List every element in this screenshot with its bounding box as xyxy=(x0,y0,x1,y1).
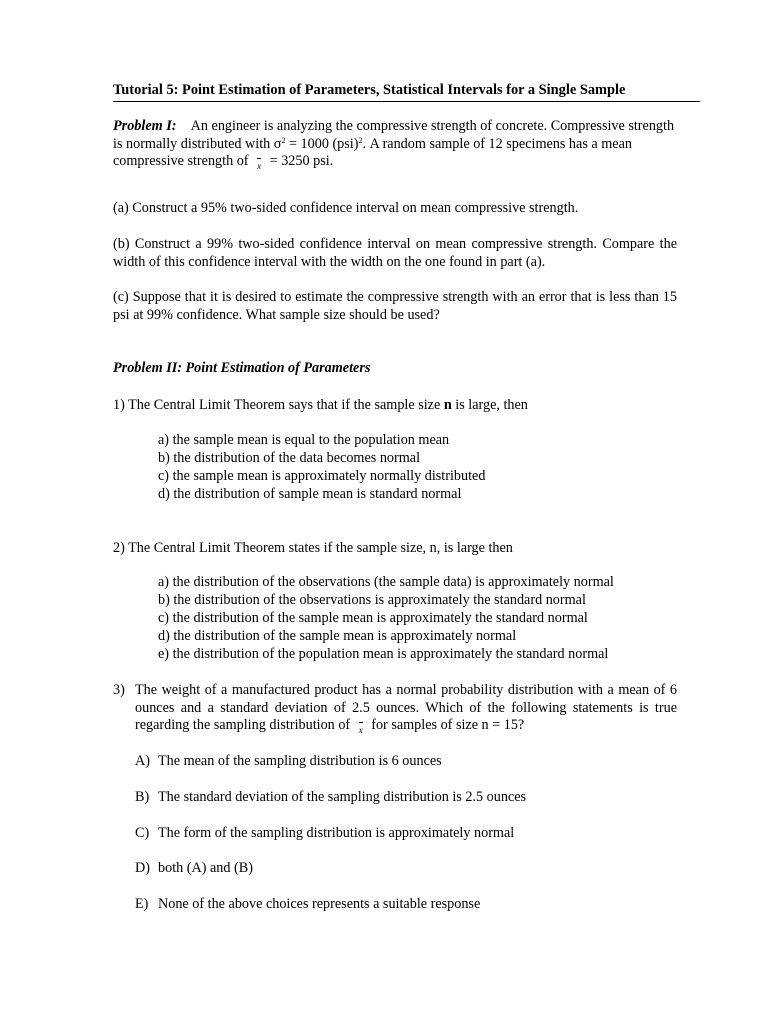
q1-stem-bold-n: n xyxy=(443,397,452,413)
q3-option-b xyxy=(135,789,526,807)
q1-option-d: d) the distribution of sample mean is standard normal xyxy=(158,486,462,502)
problem1-intro-text-d: = 3250 psi. xyxy=(266,153,334,170)
q3-number: 3) xyxy=(113,682,125,698)
q3-option-c-label: C) xyxy=(135,825,150,841)
problem1-intro-text-a: An engineer is analyzing the compressive strength of concrete. Compressive strength is normally distributed with σ xyxy=(113,118,675,152)
q3-stem-text-a: The weight of a manufactured product has a normal probability distribution with a mean of 6 ounces and a standard deviation of 2.5 ounces. Which of the following statements is true regarding the sampling distribution of xyxy=(135,682,677,734)
q3-option-a-text: The mean of the sampling distribution is 6 ounces xyxy=(158,753,442,769)
q3-option-e xyxy=(135,896,480,914)
problem1-part-b: (b) Construct a 99% two-sided confidence interval on mean compressive strength. Compare the width of this confidence interval with the width on the one found in part (a). xyxy=(113,236,677,270)
q3-option-b-label: B) xyxy=(135,789,150,805)
problem2-heading: Problem II: Point Estimation of Parameters xyxy=(113,360,371,376)
q2-option-e: e) the distribution of the population mean is approximately the standard normal xyxy=(158,646,609,662)
problem1-intro xyxy=(113,118,677,171)
q3-stem xyxy=(113,682,677,735)
problem1-intro-text-c: . A random sample of 12 specimens has a mean compressive strength of xyxy=(113,135,632,170)
psi-exponent: 2 xyxy=(358,135,363,145)
q1-stem-text-a: 1) The Central Limit Theorem says that if the sample size xyxy=(113,397,444,413)
q3-option-e-label: E) xyxy=(135,896,149,912)
q2-option-a: a) the distribution of the observations (the sample data) is approximately normal xyxy=(158,574,614,590)
q3-stem-text-b: for samples of size n = 15? xyxy=(367,717,525,734)
q3-option-a xyxy=(135,753,442,771)
q1-stem-text-b: is large, then xyxy=(451,397,528,413)
q2-stem: 2) The Central Limit Theorem states if the sample size, n, is large then xyxy=(113,540,513,556)
q3-option-a-label: A) xyxy=(135,753,150,769)
q3-option-d-label: D) xyxy=(135,860,150,876)
q2-option-d: d) the distribution of the sample mean is approximately normal xyxy=(158,628,517,644)
q1-option-a: a) the sample mean is equal to the population mean xyxy=(158,432,450,448)
q2-option-b: b) the distribution of the observations is approximately the standard normal xyxy=(158,592,586,608)
sigma-exponent: 2 xyxy=(281,135,286,145)
q3-option-d-text: both (A) and (B) xyxy=(158,860,253,876)
problem1-intro-text-b: = 1000 (psi) xyxy=(285,135,359,152)
q3-option-d xyxy=(135,860,253,878)
q3-option-c xyxy=(135,825,514,843)
q2-option-c: c) the distribution of the sample mean is approximately the standard normal xyxy=(158,610,588,626)
problem1-part-c: (c) Suppose that it is desired to estimate the compressive strength with an error that is less than 15 psi at 99% confidence. What sample size should be used? xyxy=(113,289,677,323)
problem1-part-a: (a) Construct a 95% two-sided confidence interval on mean compressive strength. xyxy=(113,200,579,216)
q1-option-b: b) the distribution of the data becomes normal xyxy=(158,450,421,466)
q3-stem-body xyxy=(135,682,677,735)
page-title: Tutorial 5: Point Estimation of Parameters, Statistical Intervals for a Single Sample xyxy=(113,82,700,102)
q3-option-c-text: The form of the sampling distribution is approximately normal xyxy=(158,825,515,841)
q1-option-c: c) the sample mean is approximately normally distributed xyxy=(158,468,486,484)
q3-option-e-text: None of the above choices represents a suitable response xyxy=(158,896,481,912)
problem1-label: Problem I: xyxy=(113,118,177,134)
q1-stem xyxy=(113,397,677,415)
q3-option-b-text: The standard deviation of the sampling distribution is 2.5 ounces xyxy=(158,789,527,805)
xbar-symbol-q3: x xyxy=(354,726,368,735)
xbar-symbol: x xyxy=(252,162,266,171)
